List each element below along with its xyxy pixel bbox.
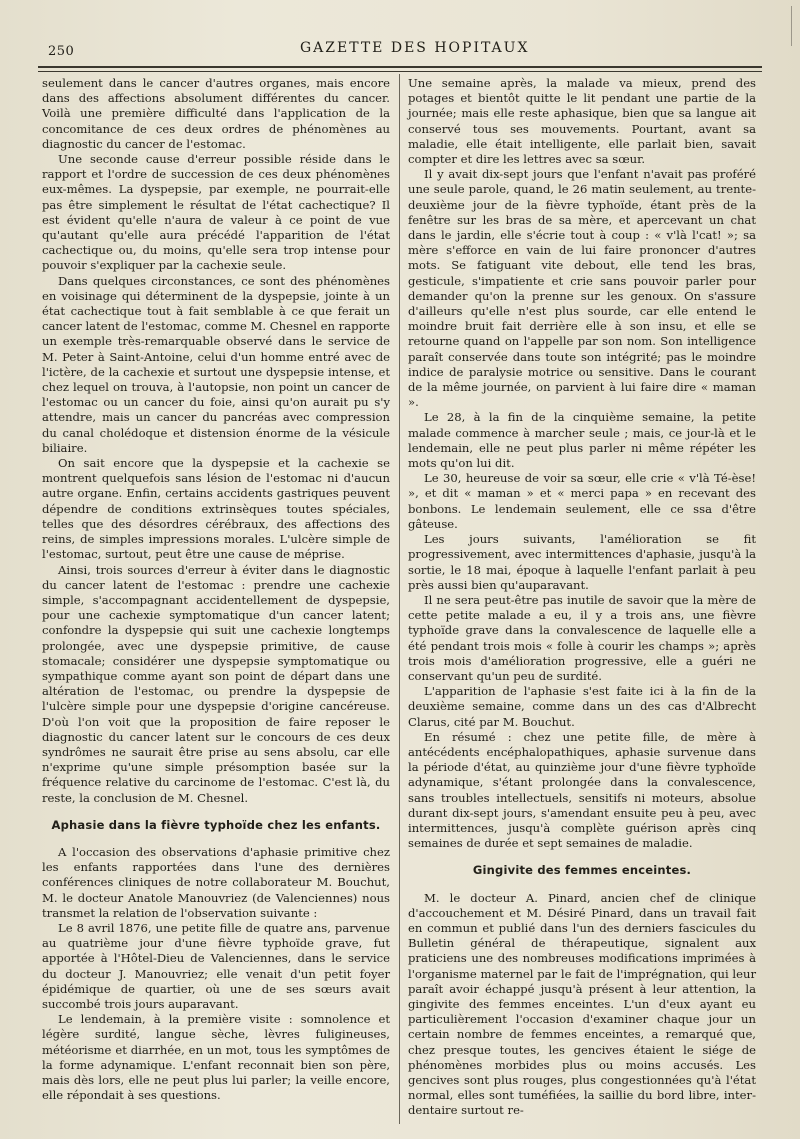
right-paragraph: L'apparition de l'aphasie s'est faite ici à la fin de la deuxième semaine, comme dans un des cas d'Albrecht Clarus, cité par M. Bouchut. (408, 684, 756, 729)
right-paragraph: Il y avait dix-sept jours que l'enfant n'avait pas proféré une seule parole, quand, le 26 matin seulement, au trente-deuxième jour de la fièvre typhoïde, étant près de la fenêtre sur les bras de sa mère, et apercevant un chat dans le jardin, elle s'écrie tout à coup : « v'là l'cat! »; sa mère s'efforce en vain de lui faire prononcer d'autres mots. Se fatiguant vite debout, elle tend les bras, gesticule, s'impatiente et crie sans pouvoir parler pour demander qu'on la prenne sur les genoux. On s'assure d'ailleurs qu'elle n'est plus sourde, car elle entend le moindre bruit fait derrière elle à son insu, et elle se retourne quand on l'appelle par son nom. Son intelligence paraît conservée dans toute son intégrité; pas le moindre indice de paralysie motrice ou sensitive. Dans le courant de la même journée, on parvient à lui faire dire « maman ». (408, 167, 756, 410)
right-paragraph: En résumé : chez une petite fille, de mère à antécédents encéphalopathiques, aphasie survenue dans la période d'état, au quinzième jour d'une fièvre typhoïde adynamique, s'étant prolongée dans la convalescence, sans troubles intellectuels, sensitifs ni moteurs, absolue durant dix-sept jours, s'amendant ensuite peu à peu, avec intermittences, jusqu'à complète guérison après cinq semaines de durée et sept semaines de maladie. (408, 729, 756, 851)
section-heading-aphasie: Aphasie dans la fièvre typhoïde chez les enfants. (51, 817, 381, 832)
left-paragraph: seulement dans le cancer d'autres organes, mais encore dans des affections absolument différentes du cancer. Voilà une première difficulté dans l'application de la concomitance de ces deux ordres de phénomènes au diagnostic du cancer de l'estomac. (42, 76, 390, 151)
left-column (42, 76, 390, 1103)
page-number: 250 (48, 44, 75, 59)
right-paragraph: Les jours suivants, l'amélioration se fit progressivement, avec intermittences d'aphasie, jusqu'à la sortie, le 18 mai, époque à laquelle l'enfant parlait à peu près aussi bien qu'auparavant. (408, 532, 756, 592)
right-paragraph: Une semaine après, la malade va mieux, prend des potages et bientôt quitte le lit pendant une partie de la journée; mais elle reste aphasique, bien que sa langue ait conservé tous ses mouvements. Pourtant, avant sa maladie, elle était intelligente, elle parlait bien, savait compter et dire les lettres avec sa sœur. (408, 76, 756, 167)
page-edge-mark (777, 6, 792, 46)
left-paragraph: On sait encore que la dyspepsie et la cachexie se montrent quelquefois sans lésion de l'estomac ni d'aucun autre organe. Enfin, certains accidents gastriques peuvent dépendre de conditions extrinsèques toutes spéciales, telles que des désordres cérébraux, des affections des reins, de simples impressions morales. L'ulcère simple de l'estomac, surtout, peut être une cause de méprise. (42, 456, 390, 562)
left-section-paragraph: Le lendemain, à la première visite : somnolence et légère surdité, langue sèche, lèvres fuligineuses, météorisme et diarrhée, en un mot, tous les symptômes de la forme adynamique. L'enfant reconnait bien son père, mais dès lors, elle ne peut plus lui parler; la veille encore, elle répondait à ses questions. (42, 1012, 390, 1103)
left-section-paragraph: A l'occasion des observations d'aphasie primitive chez les enfants rapportées dans l'une des dernières conférences cliniques de notre collaborateur M. Bouchut, M. le docteur Anatole Manouvriez (de Valenciennes) nous transmet la relation de l'observation suivante : (42, 844, 390, 920)
left-paragraph: Une seconde cause d'erreur possible réside dans le rapport et l'ordre de succession de ces deux phénomènes eux-mêmes. La dyspepsie, par exemple, ne pourrait-elle pas être simplement le résultat de l'état cachectique? Il est évident qu'elle n'aura de valeur à ce point de vue qu'autant qu'elle aura précédé l'apparition de l'état cachectique ou, du moins, qu'elle sera trop intense pour pouvoir s'expliquer par la cachexie seule. (42, 152, 390, 273)
right-paragraph: Il ne sera peut-être pas inutile de savoir que la mère de cette petite malade a eu, il y a trois ans, une fièvre typhoïde grave dans la convalescence de laquelle elle a été pendant trois mois « folle à courir les champs »; après trois mois d'amélioration progressive, elle a guéri ne conservant qu'un peu de surdité. (408, 592, 756, 683)
column-divider (399, 74, 400, 1124)
right-paragraph: Le 28, à la fin de la cinquième semaine, la petite malade commence à marcher seule ; mais, ce jour-là et le lendemain, elle ne peut plus parler ni même répéter les mots qu'on lui dit. (408, 410, 756, 471)
right-paragraph: Le 30, heureuse de voir sa sœur, elle crie « v'là Té-èse! », et dit « maman » et « merci papa » en recevant des bonbons. Le lendemain seulement, elle ce ssa d'être gâteuse. (408, 471, 756, 531)
left-paragraph: Ainsi, trois sources d'erreur à éviter dans le diagnostic du cancer latent de l'estomac : prendre une cachexie simple, s'accompagnant accidentellement de dyspepsie, pour une cachexie symptomatique d'un cancer latent; confondre la dyspepsie qui suit une cachexie longtemps prolongée, avec une dyspepsie primitive, de cause stomacale; considérer une dyspepsie symptomatique ou sympathique comme ayant son point de départ dans une altération de l'estomac, ou prendre la dyspepsie de l'ulcère simple pour une dyspepsie d'origine cancéreuse. D'où l'on voit que la proposition de faire reposer le diagnostic du cancer latent sur le concours de ces deux syndrômes ne saurait être prise au sens absolu, car elle n'exprime qu'une simple présomption basée sur la fréquence relative du carcinome de l'estomac. C'est là, du reste, la conclusion de M. Chesnel. (42, 562, 390, 805)
right-column (408, 76, 756, 1119)
running-head-title: GAZETTE DES HOPITAUX (300, 40, 530, 56)
header-rule (38, 66, 762, 72)
left-section-paragraph: Le 8 avril 1876, une petite fille de quatre ans, parvenue au quatrième jour d'une fièvre typhoïde grave, fut apportée à l'Hôtel-Dieu de Valenciennes, dans le service du docteur J. Manouvriez; elle venait d'un petit foyer épidémique de quartier, où une de ses sœurs avait succombé trois jours auparavant. (42, 920, 390, 1011)
section-heading-gingivite: Gingivite des femmes enceintes. (472, 863, 692, 878)
left-paragraph: Dans quelques circonstances, ce sont des phénomènes en voisinage qui déterminent de la dyspepsie, jointe à un état cachectique tout à fait semblable à ce que ferait un cancer latent de l'estomac, comme M. Chesnel en rapporte un exemple très-remarquable observé dans le service de M. Peter à Saint-Antoine, celui d'un homme entré avec de l'ictère, de la cachexie et surtout une dyspepsie intense, et chez lequel on trouva, à l'autopsie, non point un cancer de l'estomac ou un cancer du foie, ainsi qu'on aurait pu s'y attendre, mais un cancer du pancréas avec compression du canal cholédoque et distension énorme de la vésicule biliaire. (42, 273, 390, 455)
right-section-paragraph: M. le docteur A. Pinard, ancien chef de clinique d'accouchement et M. Désiré Pinard, dans un travail fait en commun et publié dans l'un des derniers fascicules du Bulletin général de thérapeutique, signalent aux praticiens une des nombreuses modifications imprimées à l'organisme maternel par le fait de l'imprégnation, qui leur paraît avoir échappé jusqu'à présent à leur attention, la gingivite des femmes enceintes. L'un d'eux ayant eu particulièrement l'occasion d'examiner chaque jour un certain nombre de femmes enceintes, a remarqué que, chez presque toutes, les gencives étaient le siége de phénomènes morbides plus ou moins accusés. Les gencives sont plus rouges, plus congestionnées qu'à l'état normal, elles sont tuméfiées, la saillie du bord libre, inter-dentaire surtout re- (408, 890, 756, 1118)
